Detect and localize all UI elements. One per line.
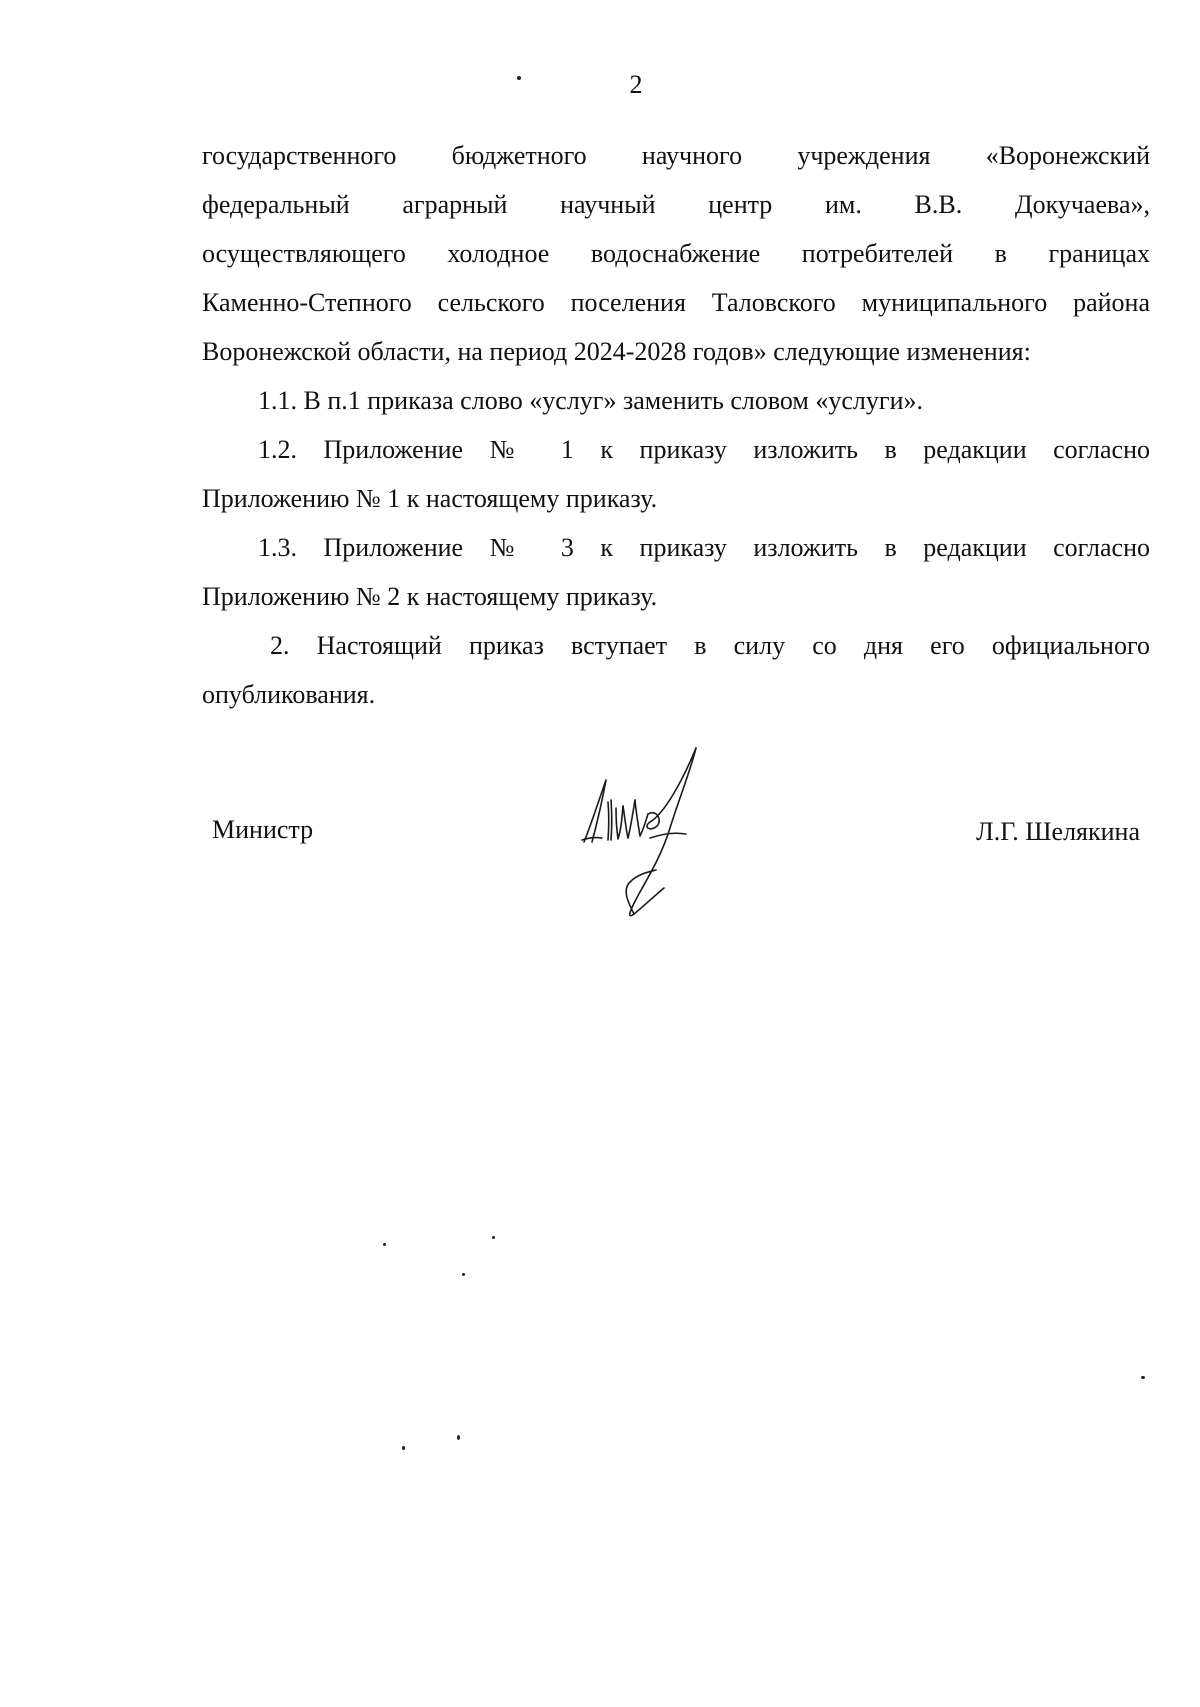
signatory-name: Л.Г. Шелякина [976, 817, 1140, 846]
paragraph-item-1-3 [202, 523, 1150, 621]
scan-speck [457, 1435, 460, 1440]
text-line: 1.2. Приложение № 1 к приказу изложить в редакции согласно [258, 435, 1150, 464]
scan-speck [402, 1446, 405, 1450]
text-line: 1.1. В п.1 приказа слово «услуг» заменить словом «услуги». [258, 386, 923, 415]
text-line: Каменно-Степного сельского поселения Таловского муниципального района [202, 288, 1150, 317]
signatory-role: Министр [212, 815, 314, 844]
scan-speck [383, 1243, 386, 1246]
document-body [202, 131, 1150, 719]
scan-speck [462, 1273, 465, 1276]
scan-speck [492, 1236, 495, 1239]
scan-speck [1141, 1376, 1145, 1379]
text-line: федеральный аграрный научный центр им. В.В. Докучаева», [202, 190, 1150, 219]
text-line: осуществляющего холодное водоснабжение потребителей в границах [202, 239, 1150, 268]
handwritten-signature [578, 742, 728, 917]
text-line: 2. Настоящий приказ вступает в силу со дня его официального [270, 631, 1150, 660]
paragraph-item-1-2 [202, 425, 1150, 523]
scan-speck [517, 76, 521, 80]
text-line: государственного бюджетного научного учреждения «Воронежский [202, 141, 1150, 170]
paragraph-intro-continuation [202, 131, 1150, 376]
text-line: опубликования. [202, 680, 376, 709]
text-line: Воронежской области, на период 2024-2028 годов» следующие изменения: [202, 337, 1031, 366]
text-line: Приложению № 1 к настоящему приказу. [202, 484, 658, 513]
text-line: Приложению № 2 к настоящему приказу. [202, 582, 658, 611]
page-number: 2 [629, 70, 643, 99]
paragraph-item-2 [202, 621, 1150, 719]
text-line: 1.3. Приложение № 3 к приказу изложить в редакции согласно [258, 533, 1150, 562]
paragraph-item-1-1 [202, 376, 1150, 425]
